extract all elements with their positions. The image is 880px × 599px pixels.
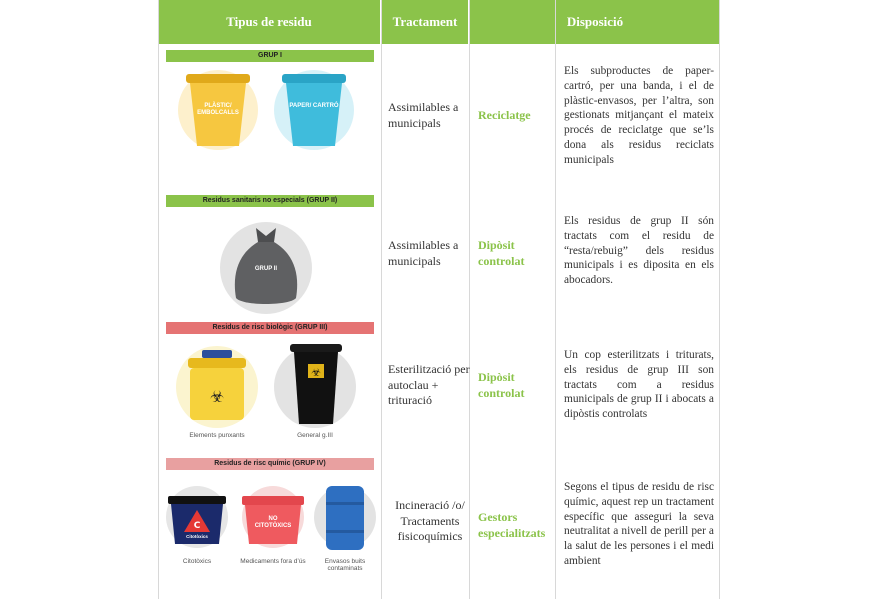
bin-caption: Citotòxics <box>182 558 212 565</box>
bin-label: Citotòxics <box>186 534 208 539</box>
svg-text:☣: ☣ <box>209 387 225 406</box>
description-text: Els subproductes de paper-cartró, per una banda, i el de plàstic-envasos, per l’altra, son gestionats mitjançant el mateix procés de reciclatge que se’ls dona als residus reciclats municipals <box>564 65 714 166</box>
description-text: Segons el tipus de residu de risc químic, aquest rep un tractament específic que asseguri la seva neutralitat a nivell de perill per a la salut de les persones i el medi ambient <box>564 481 714 568</box>
bin-caption: Medicaments fora d’ús <box>240 558 306 565</box>
cytotoxic-bin-icon <box>166 494 228 548</box>
bin-label: NO CITOTÒXICS <box>254 516 292 529</box>
treatment-text: Incineració /o/ Tractaments fisicoquímics <box>395 498 465 544</box>
group-label: Residus de risc biològic (GRUP III) <box>166 322 374 334</box>
disposal-text: Reciclatge <box>478 108 531 122</box>
treatment-text: Esterilització per autoclau + trituració <box>388 362 470 408</box>
drum-icon <box>322 484 368 552</box>
bin-caption: General g.III <box>297 432 333 439</box>
bin-label: GRUP II <box>254 266 278 272</box>
group-label: Residus de risc químic (GRUP IV) <box>166 458 374 470</box>
bin-label: PLÀSTIC/ EMBOLCALLS <box>197 103 239 116</box>
grid-line <box>381 0 382 599</box>
bin-caption: Envasos buits contaminats <box>324 558 366 573</box>
svg-text:☣: ☣ <box>311 366 321 379</box>
grid-line <box>719 0 720 599</box>
grid-line <box>158 0 159 599</box>
bin-label: PAPER/ CARTRÓ <box>289 103 339 109</box>
header-residue: Tipus de residu <box>158 0 380 44</box>
waste-table <box>158 0 720 599</box>
treatment-text: Assimilables a municipals <box>388 100 459 130</box>
disposal-text: Gestors especialitzats <box>478 510 546 540</box>
disposal-text: Dipòsit controlat <box>478 370 525 400</box>
description-text: Els residus de grup II són tractats com el residu de “resta/rebuig” dels residus municipals i es diposita en els abocadors. <box>564 215 714 287</box>
svg-text:C: C <box>193 521 201 531</box>
group-label: GRUP I <box>166 50 374 62</box>
group-label: Residus sanitaris no especials (GRUP II) <box>166 195 374 207</box>
bin-caption: Elements punxants <box>189 432 245 439</box>
garbage-bag-icon <box>230 222 302 308</box>
treatment-text: Assimilables a municipals <box>388 238 459 268</box>
biohazard-bin-icon <box>286 342 346 426</box>
header-treatment: Tractament <box>382 0 468 44</box>
description-text: Un cop esterilitzats i triturats, els residus de grup III son tractats com a residus municipals de grup II i abocats a dipòstis controlats <box>564 349 714 421</box>
blue-bin-icon <box>280 72 348 150</box>
header-disposal: Disposició <box>470 0 720 44</box>
biohazard-container-icon <box>182 348 252 424</box>
disposal-text: Dipòsit controlat <box>478 238 525 268</box>
